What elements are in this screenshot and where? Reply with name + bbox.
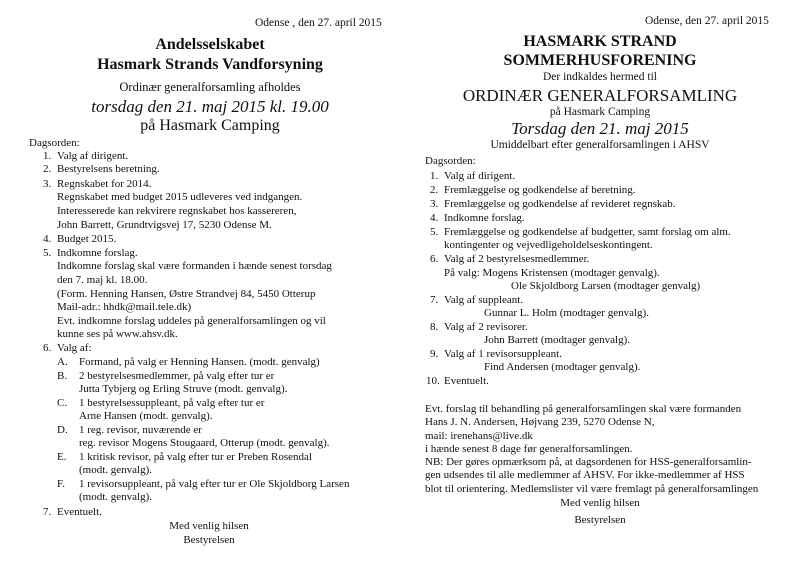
right-note-line: NB: Der gøres opmærksom på, at dagsordenen for HSS-generalforsamlin- <box>425 456 752 468</box>
right-item-9-detail: Find Andersen (modtager genvalg). <box>484 361 641 373</box>
right-item-9: 9. Valg af 1 revisorsuppleant. <box>430 348 562 360</box>
right-item-8: 8. Valg af 2 revisorer. <box>430 321 528 333</box>
left-item-5: 5. Indkomne forslag. <box>43 247 138 259</box>
right-note-line: Hans J. N. Andersen, Højvang 239, 5270 Odense N, <box>425 416 655 428</box>
right-item-5: 5. Fremlæggelse og godkendelse af budgetter, samt forslag om alm. <box>430 226 731 238</box>
right-intro: Der indkaldes hermed til <box>542 71 657 83</box>
left-item-4: 4. Budget 2015. <box>43 233 117 245</box>
right-when: Torsdag den 21. maj 2015 <box>511 119 689 138</box>
left-closing: Med venlig hilsen <box>169 520 249 532</box>
right-signature: Bestyrelsen <box>574 514 626 526</box>
right-title1: HASMARK STRAND <box>523 33 677 50</box>
right-where: på Hasmark Camping <box>549 106 651 118</box>
left-item-3: 3. Regnskabet for 2014. <box>43 178 152 190</box>
right-item-6-detail: Ole Skjoldborg Larsen (modtager genvalg) <box>511 280 701 292</box>
left-subitem-c-cont: Arne Hansen (modt. genvalg). <box>79 410 213 422</box>
right-item-3: 3. Fremlæggelse og godkendelse af revideret regnskab. <box>430 198 676 210</box>
left-org-line1: Andelsselskabet <box>155 36 265 53</box>
left-item-1: 1. Valg af dirigent. <box>43 150 129 162</box>
right-agenda-title: Dagsorden: <box>425 155 476 167</box>
right-item-5-cont: kontingenter og vejvedligeholdelseskontingent. <box>444 239 653 251</box>
right-date: Odense, den 27. april 2015 <box>645 15 769 27</box>
right-item-6-detail: På valg: Mogens Kristensen (modtager genvalg). <box>444 267 660 279</box>
left-subitem-f: F. 1 revisorsuppleant, på valg efter tur er Ole Skjoldborg Larsen <box>57 478 350 490</box>
right-title2: SOMMERHUSFORENING <box>503 52 697 69</box>
right-item-6: 6. Valg af 2 bestyrelsesmedlemmer. <box>430 253 590 265</box>
right-note-line: i hænde senest 8 dage før generalforsamlingen. <box>425 443 633 455</box>
left-agenda-title: Dagsorden: <box>29 137 80 149</box>
right-meeting: ORDINÆR GENERALFORSAMLING <box>462 86 738 105</box>
left-item-5-detail: Evt. indkomne forslag uddeles på generalforsamlingen og vil <box>57 315 326 327</box>
right-note-line: Evt. forslag til behandling på generalforsamlingen skal være formanden <box>425 403 742 415</box>
left-where: på Hasmark Camping <box>140 117 280 134</box>
right-note-line: gen udsendes til alle medlemmer af AHSV. For ikke-medlemmer af HSS <box>425 469 745 481</box>
right-closing: Med venlig hilsen <box>560 497 640 509</box>
left-subitem-d: D. 1 reg. revisor, nuværende er <box>57 424 202 436</box>
left-signature: Bestyrelsen <box>183 534 235 546</box>
right-note-line: blot til orientering. Medlemslister vil være fremlagt på generalforsamlingen <box>425 483 759 495</box>
right-item-7: 7. Valg af suppleant. <box>430 294 524 306</box>
left-meeting: Ordinær generalforsamling afholdes <box>119 80 301 94</box>
left-subitem-e: E. 1 kritisk revisor, på valg efter tur er Preben Rosendal <box>57 451 312 463</box>
left-subitem-b: B. 2 bestyrelsesmedlemmer, på valg efter tur er <box>57 370 275 382</box>
left-org-line2: Hasmark Strands Vandforsyning <box>97 56 323 73</box>
left-subitem-c: C. 1 bestyrelsessuppleant, på valg efter tur er <box>57 397 265 409</box>
left-item-3-detail: John Barrett, Grundtvigsvej 17, 5230 Odense M. <box>57 219 272 231</box>
right-item-1: 1. Valg af dirigent. <box>430 170 516 182</box>
right-after: Umiddelbart efter generalforsamlingen i AHSV <box>490 139 710 151</box>
left-when: torsdag den 21. maj 2015 kl. 19.00 <box>91 97 329 116</box>
left-subitem-e-cont: (modt. genvalg). <box>79 464 153 476</box>
left-item-5-detail: kunne ses på www.ahsv.dk. <box>57 328 178 340</box>
left-item-5-detail: (Form. Henning Hansen, Østre Strandvej 84, 5450 Otterup <box>57 288 316 300</box>
left-item-7: 7. Eventuelt. <box>43 506 102 518</box>
right-item-7-detail: Gunnar L. Holm (modtager genvalg). <box>484 307 649 319</box>
left-item-5-detail: Mail-adr.: hhdk@mail.tele.dk) <box>57 301 192 313</box>
left-subitem-a: A. Formand, på valg er Henning Hansen. (modt. genvalg) <box>57 356 320 368</box>
left-item-3-detail: Interesserede kan rekvirere regnskabet hos kassereren, <box>57 205 297 217</box>
right-note-line: mail: irenehans@live.dk <box>425 430 533 442</box>
left-item-5-detail: Indkomne forslag skal være formanden i hænde senest torsdag <box>57 260 332 272</box>
left-date: Odense , den 27. april 2015 <box>255 17 382 29</box>
left-subitem-b-cont: Jutta Tybjerg og Erling Struve (modt. genvalg). <box>79 383 288 395</box>
right-item-10: 10. Eventuelt. <box>426 375 489 387</box>
right-item-4: 4. Indkomne forslag. <box>430 212 525 224</box>
right-item-2: 2. Fremlæggelse og godkendelse af beretning. <box>430 184 636 196</box>
left-subitem-f-cont: (modt. genvalg). <box>79 491 153 503</box>
left-subitem-d-cont: reg. revisor Mogens Stougaard, Otterup (modt. genvalg). <box>79 437 330 449</box>
left-item-6: 6. Valg af: <box>43 342 92 354</box>
left-item-5-detail: den 7. maj kl. 18.00. <box>57 274 148 286</box>
left-item-2: 2. Bestyrelsens beretning. <box>43 163 160 175</box>
left-item-3-detail: Regnskabet med budget 2015 udleveres ved indgangen. <box>57 191 303 203</box>
right-item-8-detail: John Barrett (modtager genvalg). <box>484 334 631 346</box>
